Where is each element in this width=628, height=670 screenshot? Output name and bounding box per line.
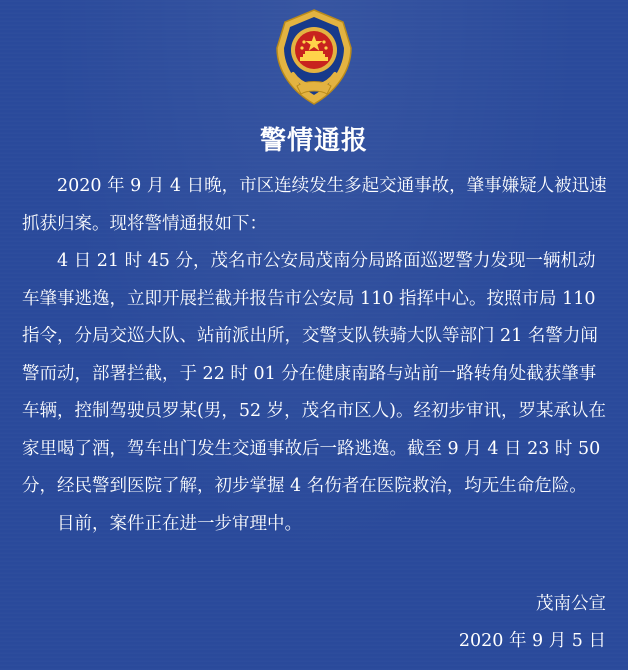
page-title: 警情通报	[259, 126, 368, 156]
paragraph: 4 日 21 时 45 分，茂名市公安局茂南分局路面巡逻警力发现一辆机动车肇事逃逸，立即开展拦截并报告市公安局 110 指挥中心。按照市局 110 指令，分局交巡大队、站前派出所，交警支队铁骑大队等部门 21 名警力闻警而动，部署拦截，于 22 时 01 分在健康南路与站前一路转角处截获肇事车辆，控制驾驶员罗某(男，52 岁，茂名市区人)。经初步审讯，罗某承认在家里喝了酒，驾车出门发生交通事故后一路逃逸。截至 9 月 4 日 23 时 50 分，经民警到医院了解，初步掌握 4 名伤者在医院救治，均无生命危险。	[22, 251, 606, 496]
signature: 茂南公宣	[536, 594, 606, 614]
paragraph: 目前，案件正在进一步审理中。	[57, 513, 302, 534]
notice-body	[22, 168, 612, 543]
police-badge-icon	[267, 8, 361, 108]
paragraph: 2020 年 9 月 4 日晚，市区连续发生多起交通事故，肇事嫌疑人被迅速抓获归案。现将警情通报如下：	[22, 176, 607, 234]
publish-date: 2020 年 9 月 5 日	[458, 631, 606, 651]
